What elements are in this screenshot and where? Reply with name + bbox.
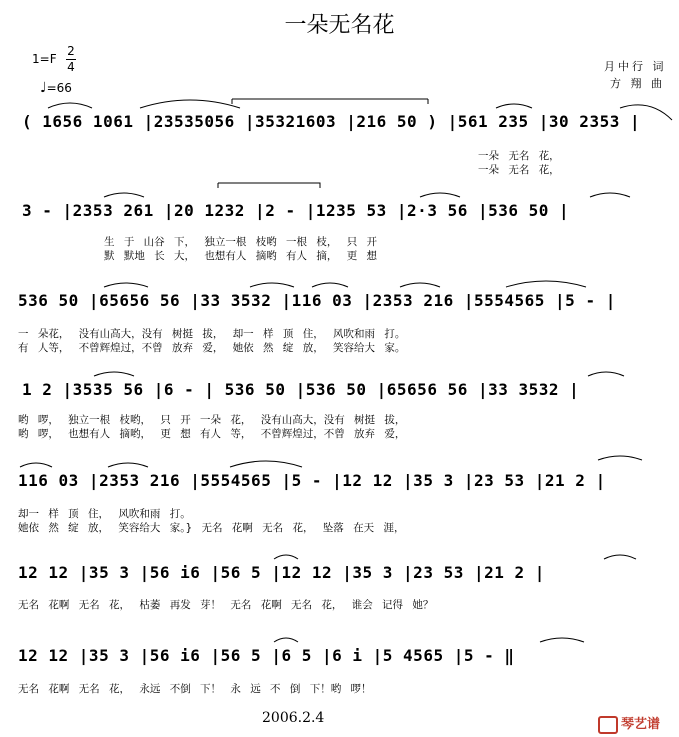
lyrics-row-6: 无名 花啊 无名 花， 枯萎 再发 芽！ 无名 花啊 无名 花， 谁会 记得 她？ bbox=[18, 599, 434, 611]
slur bbox=[274, 638, 298, 642]
time-signature-top: 2 bbox=[67, 44, 75, 58]
slur bbox=[94, 372, 134, 376]
notation-row-2: 3 - |2353 261 |20 1232 |2 - |1235 53 |2·3 56 |536 50 | bbox=[22, 201, 570, 220]
slur bbox=[588, 372, 624, 376]
brand-name: 琴艺谱 bbox=[621, 717, 661, 732]
slur bbox=[250, 283, 294, 287]
lyrics-row-1-verse-2: 一朵 无名 花， bbox=[478, 164, 560, 176]
lyrics-row-7: 无名 花啊 无名 花， 永远 不倒 下！ 永 远 不 倒 下！哟 啰！ bbox=[18, 683, 372, 695]
slur bbox=[506, 281, 586, 287]
slur bbox=[230, 461, 302, 467]
slur bbox=[540, 638, 584, 642]
lyrics-row-4-verse-2: 哟 啰， 也想有人 摘哟， 更 想 有人 等， 不曾辉煌过，不曾 放弃 爱， bbox=[18, 428, 406, 440]
lyrics-row-2-verse-2: 默 默地 长 大， 也想有人 摘哟 有人 摘， 更 想 bbox=[104, 250, 378, 262]
time-signature-bottom: 4 bbox=[67, 60, 75, 74]
slur bbox=[274, 555, 298, 559]
lyrics-row-4-verse-1: 哟 啰， 独立一根 枝哟， 只 开 一朵 花， 没有山高大，没有 树挺 拔， bbox=[18, 414, 406, 426]
notation-row-6: 12 12 |35 3 |56 i6 |56 5 |12 12 |35 3 |23 53 |21 2 | bbox=[18, 563, 545, 582]
lyrics-row-5-verse-1: 却一 样 顶 住， 风吹和雨 打。 bbox=[18, 508, 191, 520]
slur bbox=[598, 456, 642, 460]
quarter-note-icon: ♩ bbox=[40, 80, 47, 96]
lyrics-row-2-verse-1: 生 于 山谷 下， 独立一根 枝哟 一根 枝， 只 开 bbox=[104, 236, 378, 248]
slur bbox=[496, 104, 532, 108]
phrase-line bbox=[218, 183, 320, 188]
brand-logo-icon bbox=[598, 716, 618, 734]
notation-row-4: 1 2 |3535 56 |6 - | 536 50 |536 50 |65656 56 |33 3532 | bbox=[22, 380, 580, 399]
composer-credit: 方 翔 曲 bbox=[610, 77, 665, 90]
notation-row-1: ( 1656 1061 |23535056 |35321603 |216 50 ) |561 235 |30 2353 | bbox=[22, 112, 641, 131]
lyrics-row-3-verse-1: 一 朵花， 没有山高大，没有 树挺 拔， 却一 样 顶 住， 风吹和雨 打。 bbox=[18, 328, 406, 340]
date-stamp: 2006.2.4 bbox=[262, 710, 325, 726]
slur bbox=[420, 193, 460, 197]
brand-watermark bbox=[598, 713, 660, 734]
notation-row-3: 536 50 |65656 56 |33 3532 |116 03 |2353 216 |5554565 |5 - | bbox=[18, 291, 616, 310]
slur bbox=[140, 100, 240, 108]
lyrics-row-3-verse-2: 有 人等， 不曾辉煌过，不曾 放弃 爱， 她依 然 绽 放， 笑容给大 家。 bbox=[18, 342, 406, 354]
slur bbox=[48, 103, 92, 108]
slur bbox=[20, 463, 52, 467]
slur bbox=[312, 283, 348, 287]
slur bbox=[620, 105, 672, 120]
slur bbox=[104, 193, 144, 197]
notation-row-7: 12 12 |35 3 |56 i6 |56 5 |6 5 |6 i |5 4565 |5 - ‖ bbox=[18, 646, 515, 665]
lyrics-row-1-verse-1: 一朵 无名 花， bbox=[478, 150, 560, 162]
key-signature: 1=F bbox=[32, 52, 57, 66]
lyricist-credit: 月中行 词 bbox=[604, 60, 667, 73]
slur bbox=[590, 193, 630, 197]
slur bbox=[104, 283, 148, 287]
slur bbox=[604, 555, 636, 559]
song-title: 一朵无名花 bbox=[284, 13, 395, 38]
notation-row-5: 116 03 |2353 216 |5554565 |5 - |12 12 |35 3 |23 53 |21 2 | bbox=[18, 471, 606, 490]
slur bbox=[400, 283, 440, 287]
tempo-value: =66 bbox=[46, 81, 72, 95]
lyrics-row-5-verse-2: 她依 然 绽 放， 笑容给大 家。} 无名 花啊 无名 花， 坠落 在天 涯， bbox=[18, 522, 405, 534]
slur bbox=[108, 463, 148, 467]
